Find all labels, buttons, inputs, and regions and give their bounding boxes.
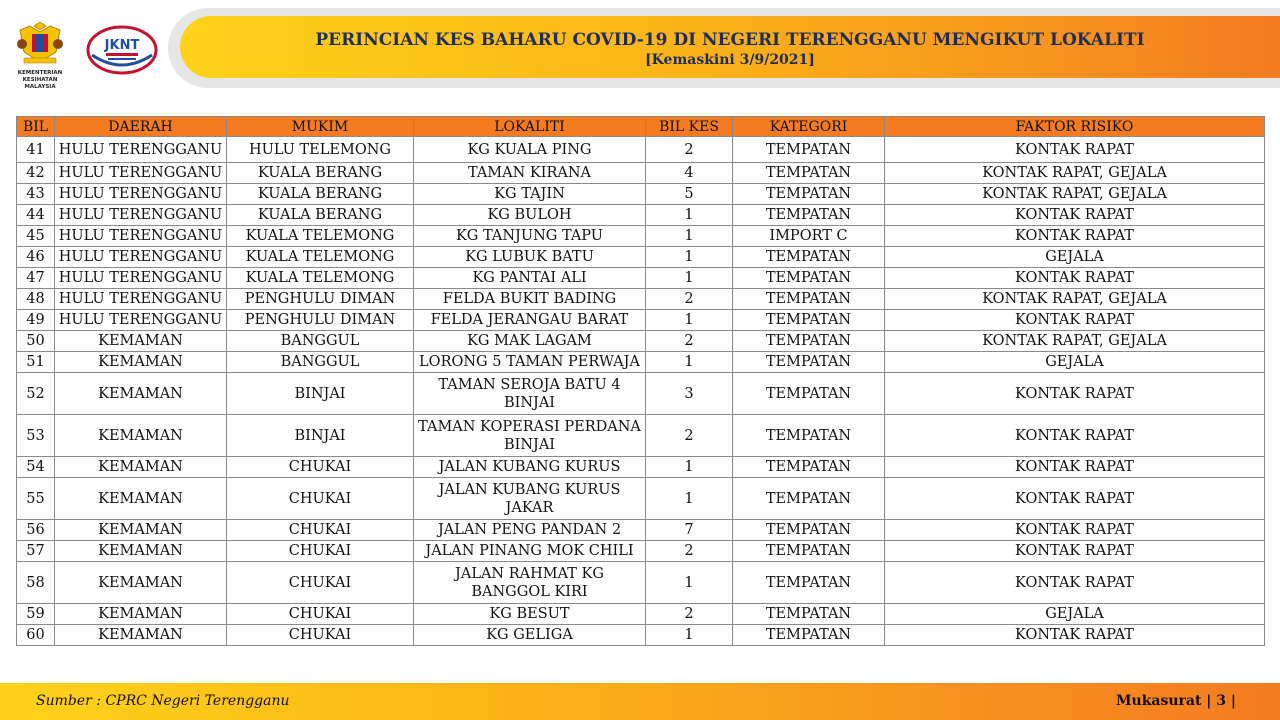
cell-mukim: KUALA TELEMONG [227,247,414,268]
cell-mukim: BANGGUL [227,331,414,352]
table-row [17,137,1265,163]
column-header: BIL KES [646,117,733,137]
cell-faktor-risiko: KONTAK RAPAT [885,562,1265,604]
cell-faktor-risiko: KONTAK RAPAT, GEJALA [885,331,1265,352]
cell-bil: 60 [17,625,55,646]
table-row [17,541,1265,562]
cell-lokaliti: KG MAK LAGAM [414,331,646,352]
cell-lokaliti: TAMAN SEROJA BATU 4 BINJAI [414,373,646,415]
table-row [17,289,1265,310]
cell-lokaliti: LORONG 5 TAMAN PERWAJA [414,352,646,373]
cell-faktor-risiko: KONTAK RAPAT [885,373,1265,415]
cell-bil-kes: 1 [646,562,733,604]
cell-faktor-risiko: KONTAK RAPAT [885,520,1265,541]
cell-mukim: CHUKAI [227,520,414,541]
cell-mukim: BINJAI [227,415,414,457]
cell-daerah: KEMAMAN [55,373,227,415]
table-row [17,352,1265,373]
cell-bil-kes: 2 [646,541,733,562]
cell-bil: 43 [17,184,55,205]
cell-daerah: KEMAMAN [55,478,227,520]
cell-lokaliti: JALAN PINANG MOK CHILI [414,541,646,562]
cell-faktor-risiko: GEJALA [885,604,1265,625]
table-body [17,137,1265,646]
cell-bil: 57 [17,541,55,562]
table-row [17,478,1265,520]
cell-bil-kes: 4 [646,163,733,184]
cell-kategori: TEMPATAN [733,310,885,331]
cell-kategori: TEMPATAN [733,604,885,625]
cell-bil: 51 [17,352,55,373]
cell-bil-kes: 1 [646,352,733,373]
cell-faktor-risiko: KONTAK RAPAT [885,226,1265,247]
cell-bil: 46 [17,247,55,268]
cell-bil-kes: 5 [646,184,733,205]
cell-bil-kes: 1 [646,478,733,520]
cell-mukim: KUALA BERANG [227,163,414,184]
cell-kategori: TEMPATAN [733,247,885,268]
cell-mukim: BANGGUL [227,352,414,373]
cell-faktor-risiko: KONTAK RAPAT [885,310,1265,331]
cell-daerah: HULU TERENGGANU [55,226,227,247]
cell-bil-kes: 2 [646,331,733,352]
cell-bil: 47 [17,268,55,289]
cell-kategori: TEMPATAN [733,478,885,520]
cell-faktor-risiko: KONTAK RAPAT [885,268,1265,289]
cell-bil-kes: 3 [646,373,733,415]
jknt-emblem-icon [86,25,158,75]
cell-faktor-risiko: KONTAK RAPAT [885,137,1265,163]
cell-kategori: TEMPATAN [733,184,885,205]
cell-bil: 54 [17,457,55,478]
cell-mukim: PENGHULU DIMAN [227,289,414,310]
column-header: DAERAH [55,117,227,137]
cell-lokaliti: KG TAJIN [414,184,646,205]
cell-daerah: KEMAMAN [55,604,227,625]
cell-bil: 42 [17,163,55,184]
cell-kategori: TEMPATAN [733,415,885,457]
cell-daerah: HULU TERENGGANU [55,247,227,268]
table-row [17,268,1265,289]
cell-faktor-risiko: KONTAK RAPAT [885,415,1265,457]
cell-daerah: KEMAMAN [55,457,227,478]
cell-daerah: HULU TERENGGANU [55,184,227,205]
cell-faktor-risiko: KONTAK RAPAT [885,478,1265,520]
ministry-caption: KEMENTERIAN KESIHATAN MALAYSIA [17,70,63,90]
cell-bil-kes: 1 [646,247,733,268]
cell-kategori: TEMPATAN [733,373,885,415]
cell-daerah: HULU TERENGGANU [55,268,227,289]
cell-mukim: KUALA TELEMONG [227,268,414,289]
cell-daerah: KEMAMAN [55,352,227,373]
cell-daerah: KEMAMAN [55,331,227,352]
jknt-logo-text: JKNT [104,38,140,53]
cell-mukim: CHUKAI [227,625,414,646]
table-row [17,184,1265,205]
cell-lokaliti: KG BULOH [414,205,646,226]
cell-daerah: KEMAMAN [55,562,227,604]
table-row [17,562,1265,604]
coat-of-arms-icon [12,22,68,66]
table-row [17,331,1265,352]
cell-kategori: TEMPATAN [733,268,885,289]
cell-faktor-risiko: KONTAK RAPAT [885,457,1265,478]
cell-bil: 49 [17,310,55,331]
cell-faktor-risiko: GEJALA [885,247,1265,268]
cell-lokaliti: KG KUALA PING [414,137,646,163]
cell-kategori: TEMPATAN [733,137,885,163]
cell-bil-kes: 1 [646,457,733,478]
cell-mukim: CHUKAI [227,562,414,604]
cell-bil: 53 [17,415,55,457]
cases-table [16,116,1265,646]
cell-bil-kes: 1 [646,625,733,646]
cell-lokaliti: TAMAN KOPERASI PERDANA BINJAI [414,415,646,457]
column-header: KATEGORI [733,117,885,137]
cell-kategori: TEMPATAN [733,331,885,352]
cell-faktor-risiko: KONTAK RAPAT [885,541,1265,562]
cell-lokaliti: JALAN RAHMAT KG BANGGOL KIRI [414,562,646,604]
cell-bil: 50 [17,331,55,352]
cell-kategori: TEMPATAN [733,562,885,604]
cell-kategori: TEMPATAN [733,541,885,562]
cell-kategori: TEMPATAN [733,352,885,373]
cell-mukim: CHUKAI [227,604,414,625]
cell-kategori: IMPORT C [733,226,885,247]
cell-bil-kes: 1 [646,310,733,331]
table-row [17,457,1265,478]
cell-lokaliti: KG TANJUNG TAPU [414,226,646,247]
page-number: Mukasurat | 3 | [1116,693,1236,709]
cell-lokaliti: JALAN KUBANG KURUS [414,457,646,478]
cell-mukim: KUALA BERANG [227,205,414,226]
table-row [17,310,1265,331]
table-row [17,373,1265,415]
cell-faktor-risiko: GEJALA [885,352,1265,373]
cell-bil-kes: 2 [646,289,733,310]
cell-bil: 48 [17,289,55,310]
page-title: PERINCIAN KES BAHARU COVID-19 DI NEGERI TERENGGANU MENGIKUT LOKALITI [315,30,1145,50]
cell-faktor-risiko: KONTAK RAPAT, GEJALA [885,289,1265,310]
table-row [17,604,1265,625]
cell-daerah: KEMAMAN [55,625,227,646]
cell-lokaliti: KG GELIGA [414,625,646,646]
table-row [17,247,1265,268]
cell-daerah: KEMAMAN [55,415,227,457]
cell-lokaliti: FELDA BUKIT BADING [414,289,646,310]
cell-lokaliti: TAMAN KIRANA [414,163,646,184]
cell-daerah: HULU TERENGGANU [55,205,227,226]
cell-kategori: TEMPATAN [733,520,885,541]
cell-bil: 44 [17,205,55,226]
cell-mukim: CHUKAI [227,541,414,562]
cell-daerah: HULU TERENGGANU [55,163,227,184]
column-header: MUKIM [227,117,414,137]
cell-mukim: HULU TELEMONG [227,137,414,163]
cell-daerah: HULU TERENGGANU [55,310,227,331]
cell-daerah: HULU TERENGGANU [55,289,227,310]
cell-lokaliti: KG BESUT [414,604,646,625]
cell-kategori: TEMPATAN [733,457,885,478]
column-header: BIL [17,117,55,137]
cell-bil-kes: 1 [646,226,733,247]
cell-bil: 58 [17,562,55,604]
cell-mukim: KUALA BERANG [227,184,414,205]
table-row [17,415,1265,457]
cell-lokaliti: JALAN KUBANG KURUS JAKAR [414,478,646,520]
cell-bil: 41 [17,137,55,163]
page-subtitle: [Kemaskini 3/9/2021] [645,52,815,68]
cell-faktor-risiko: KONTAK RAPAT [885,205,1265,226]
cell-lokaliti: KG PANTAI ALI [414,268,646,289]
table-header-row [17,117,1265,137]
column-header: FAKTOR RISIKO [885,117,1265,137]
cell-bil-kes: 2 [646,415,733,457]
cell-bil-kes: 1 [646,205,733,226]
cell-bil-kes: 2 [646,137,733,163]
cell-lokaliti: FELDA JERANGAU BARAT [414,310,646,331]
cell-faktor-risiko: KONTAK RAPAT [885,625,1265,646]
cell-daerah: KEMAMAN [55,541,227,562]
table-row [17,226,1265,247]
footer-source: Sumber : CPRC Negeri Terengganu [36,693,290,709]
footer-bar [0,683,1280,720]
cell-faktor-risiko: KONTAK RAPAT, GEJALA [885,184,1265,205]
cell-kategori: TEMPATAN [733,205,885,226]
table-row [17,163,1265,184]
cell-mukim: PENGHULU DIMAN [227,310,414,331]
cell-faktor-risiko: KONTAK RAPAT, GEJALA [885,163,1265,184]
cell-mukim: CHUKAI [227,457,414,478]
cell-daerah: HULU TERENGGANU [55,137,227,163]
cell-bil: 55 [17,478,55,520]
jknt-logo [86,25,158,75]
table-row [17,205,1265,226]
cell-mukim: KUALA TELEMONG [227,226,414,247]
cell-bil: 45 [17,226,55,247]
cell-kategori: TEMPATAN [733,163,885,184]
cell-bil: 59 [17,604,55,625]
cases-table-container [16,116,1264,646]
column-header: LOKALITI [414,117,646,137]
table-row [17,625,1265,646]
cell-kategori: TEMPATAN [733,289,885,310]
cell-bil: 52 [17,373,55,415]
cell-kategori: TEMPATAN [733,625,885,646]
cell-lokaliti: KG LUBUK BATU [414,247,646,268]
cell-bil-kes: 1 [646,268,733,289]
cell-bil-kes: 7 [646,520,733,541]
cell-lokaliti: JALAN PENG PANDAN 2 [414,520,646,541]
table-row [17,520,1265,541]
cell-mukim: BINJAI [227,373,414,415]
cell-mukim: CHUKAI [227,478,414,520]
cell-bil: 56 [17,520,55,541]
coat-of-arms-logo [12,22,68,90]
cell-daerah: KEMAMAN [55,520,227,541]
cell-bil-kes: 2 [646,604,733,625]
